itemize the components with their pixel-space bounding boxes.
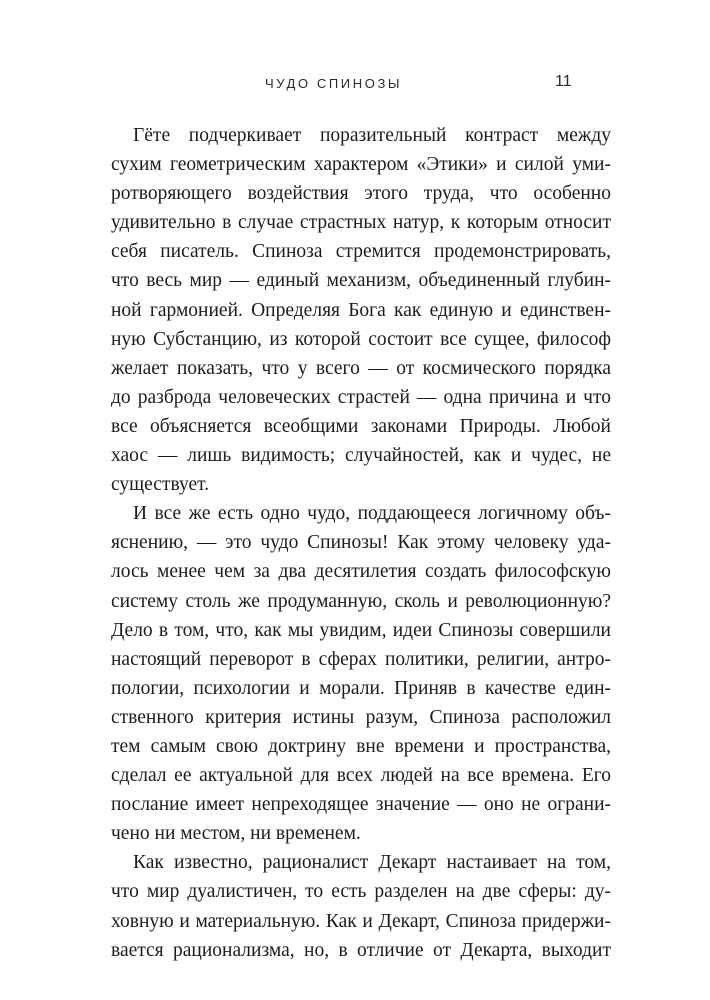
text-line: удивительно в случае страстных натур, к которым относит [111, 212, 611, 234]
text-line: ротворяющего воздействия этого труда, что особенно [111, 183, 611, 205]
paragraph [111, 499, 611, 848]
text-line: что весь мир — единый механизм, объединенный глубин- [111, 270, 611, 292]
text-line: пологии, психологии и морали. Приняв в качестве един- [111, 677, 611, 699]
text-line: что мир дуалистичен, то есть разделен на две сферы: ду- [111, 881, 611, 903]
text-line: яснению, — это чудо Спинозы! Как этому человеку уда- [111, 532, 611, 554]
text-line: хаос — лишь видимость; случайностей, как и чудес, не [111, 445, 611, 467]
text-line: сделал ее актуальной для всех людей на все времена. Его [111, 765, 611, 787]
text-line: существует. [111, 474, 210, 496]
text-line: лось менее чем за два десятилетия создать философскую [111, 561, 611, 583]
paragraph [111, 848, 611, 964]
text-line: ховную и материальную. Как и Декарт, Спиноза придержи- [111, 910, 611, 932]
text-line: Гёте подчеркивает поразительный контраст между [133, 125, 611, 146]
text-line: чено ни местом, ни временем. [111, 823, 361, 845]
text-line: до разброда человеческих страстей — одна причина и что [111, 386, 611, 408]
text-line: тем самым свою доктрину вне времени и пространства, [111, 735, 611, 757]
body-text [111, 121, 611, 965]
text-line: И все же есть одно чудо, поддающееся логичному объ- [133, 503, 611, 525]
text-line: ственного критерия истины разум, Спиноза расположил [111, 706, 611, 728]
page-number: 11 [555, 73, 572, 90]
text-line: себя писатель. Спиноза стремится продемонстрировать, [111, 241, 611, 263]
text-line: сухим геометрическим характером «Этики» и силой уми- [111, 154, 611, 176]
text-line: все объясняется всеобщими законами Природы. Любой [111, 415, 611, 437]
text-line: вается рационализма, но, в отличие от Декарта, выходит [111, 939, 611, 961]
paragraph [111, 121, 611, 499]
text-line: Как известно, рационалист Декарт настаивает на том, [133, 852, 611, 874]
text-line: послание имеет непреходящее значение — оно не ограни- [111, 794, 611, 816]
text-line: ной гармонией. Определяя Бога как единую и единствен- [111, 299, 611, 321]
text-line: ную Субстанцию, из которой состоит все сущее, философ [111, 328, 611, 350]
running-head: ЧУДО СПИНОЗЫ [265, 76, 403, 91]
text-line: желает показать, что у всего — от космического порядка [111, 357, 611, 379]
text-line: систему столь же продуманную, сколь и революционную? [111, 590, 611, 612]
text-line: настоящий переворот в сферах политики, религии, антро- [111, 648, 611, 670]
text-line: Дело в том, что, как мы увидим, идеи Спинозы совершили [111, 619, 611, 641]
